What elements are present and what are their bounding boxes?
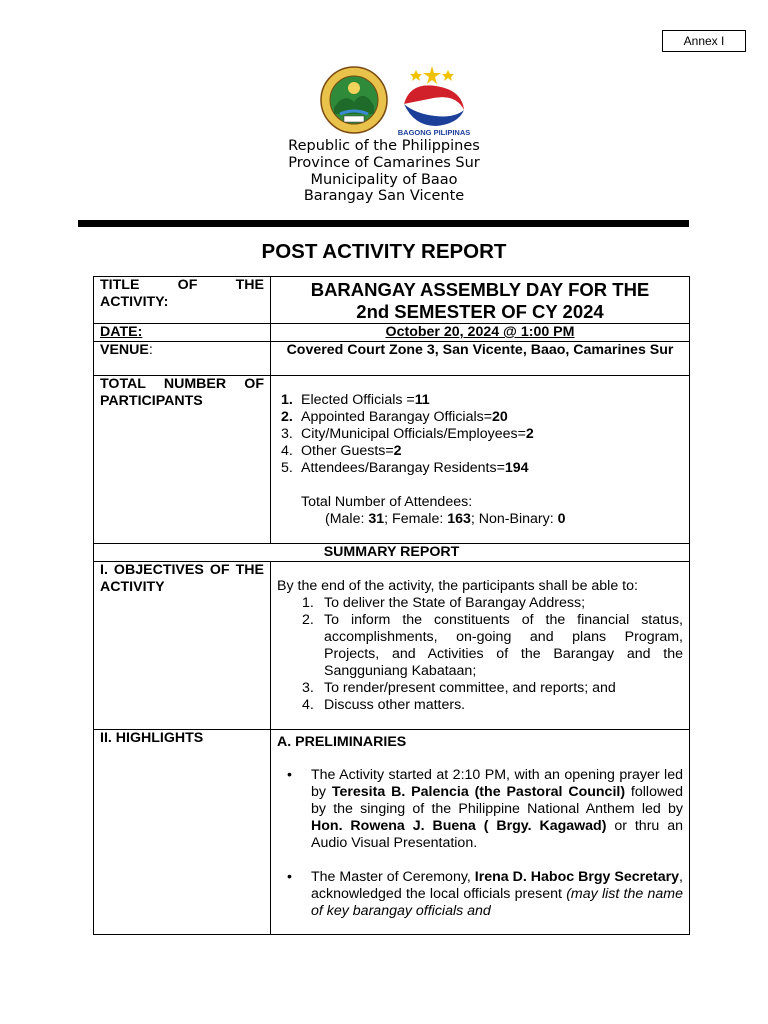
activity-title — [271, 277, 690, 324]
logos — [320, 64, 480, 136]
objective-item: 1. To deliver the State of Barangay Address; — [302, 595, 586, 611]
preliminaries-heading: A. PRELIMINARIES — [277, 734, 407, 750]
header-line-1: Republic of the Philippines — [288, 138, 480, 154]
report-table — [93, 276, 690, 935]
participant-item: 3. City/Municipal Officials/Employees=2 — [281, 426, 534, 442]
highlights-list — [277, 767, 683, 920]
activity-title-line-2: 2nd SEMESTER OF CY 2024 — [356, 301, 604, 322]
divider — [78, 220, 689, 227]
header-line-2: Province of Camarines Sur — [288, 154, 480, 171]
participant-item: 1. Elected Officials =11 — [281, 392, 430, 408]
document-title: POST ACTIVITY REPORT — [261, 240, 507, 263]
list-item: • The Activity started at 2:10 PM, with an opening prayer led by Teresita B. Palencia (the Pastoral Council) followed by the singing of the Philippine National Anthem led by Hon. Rowena J. Buena ( Brgy. Kagawad) or thru an Audio Visual Presentation. — [287, 767, 683, 851]
list-item: • The Master of Ceremony, Irena D. Haboc Brgy Secretary, acknowledged the local officials present (may list the name of key barangay officials and — [287, 869, 683, 919]
highlights-label: II. HIGHLIGHTS — [94, 730, 271, 935]
participant-item: 2. Appointed Barangay Officials=20 — [281, 409, 508, 425]
seal-icon — [320, 64, 480, 136]
objective-item: 3. To render/present committee, and reports; and — [302, 680, 616, 696]
objectives-label: I. OBJECTIVES OF THE ACTIVITY — [94, 562, 271, 730]
header-line-3: Municipality of Baao — [310, 171, 458, 188]
header-line-4: Barangay San Vicente — [303, 188, 465, 205]
venue-label: VENUE: — [94, 342, 271, 376]
gender-breakdown: (Male: 31; Female: 163; Non-Binary: 0 — [325, 511, 566, 527]
highlights-cell — [271, 730, 690, 935]
participants-list — [277, 392, 683, 477]
participant-item: 5. Attendees/Barangay Residents=194 — [281, 460, 529, 476]
participants-label: TOTAL NUMBER OF PARTICIPANTS — [94, 376, 271, 544]
objective-item: 4. Discuss other matters. — [302, 697, 466, 713]
total-attendees-label: Total Number of Attendees: — [301, 494, 473, 510]
annex-label: Annex I — [662, 30, 746, 52]
participants-cell — [271, 376, 690, 544]
objectives-cell — [271, 562, 690, 730]
objectives-list — [277, 595, 683, 714]
bp-caption: BAGONG PILIPINAS — [397, 128, 471, 136]
summary-report-header: SUMMARY REPORT — [94, 544, 690, 562]
objective-item: 2. To inform the constituents of the financial status, accomplishments, on-going and plans Program, Projects, and Activities of the Barangay and the Sangguniang Kabataan; — [302, 612, 683, 679]
date-label: DATE: — [94, 324, 271, 342]
venue-value: Covered Court Zone 3, San Vicente, Baao, Camarines Sur — [271, 342, 690, 376]
participant-item: 4. Other Guests=2 — [281, 443, 402, 459]
date-value: October 20, 2024 @ 1:00 PM — [271, 324, 690, 342]
objectives-intro: By the end of the activity, the participants shall be able to: — [277, 578, 638, 594]
letterhead — [0, 138, 768, 205]
title-label: TITLE OF THE ACTIVITY: — [94, 277, 271, 324]
activity-title-line-1: BARANGAY ASSEMBLY DAY FOR THE — [310, 279, 650, 300]
